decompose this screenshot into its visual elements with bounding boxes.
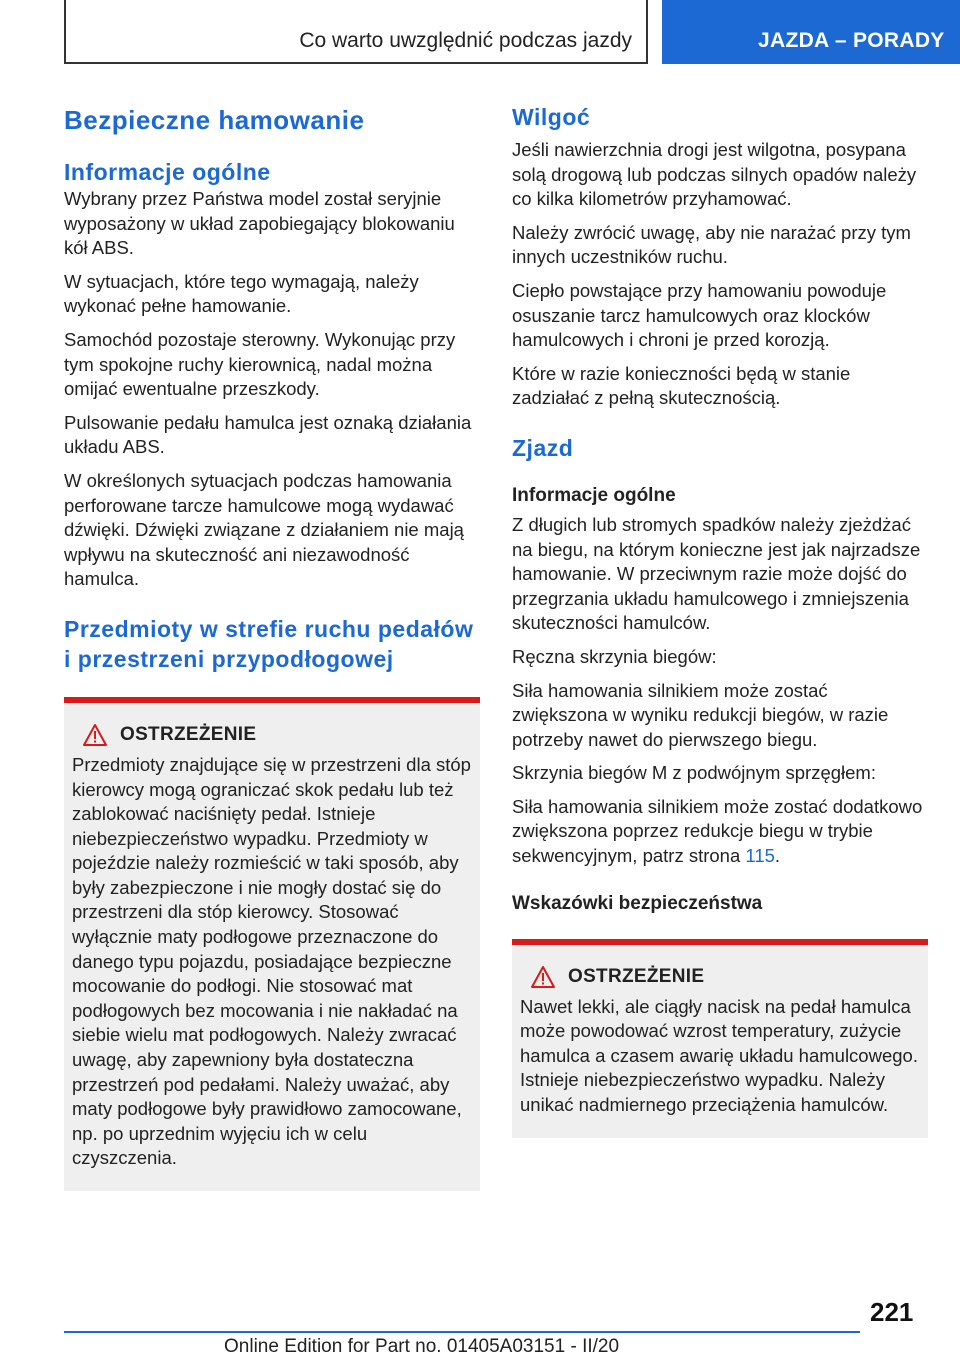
warning-box — [512, 939, 928, 1138]
right-paragraph: Które w razie konieczności będą w stanie zadziałać z pełną skutecznością. — [512, 362, 851, 409]
right-paragraph: Z długich lub stromych spadków należy zjeżdżać na biegu, na którym konieczne jest jak najrzadsze hamowanie. W przeciwnym razie może dojść do przegrzania układu hamulcowego i zmniejszenia skuteczności hamulców. — [512, 513, 921, 634]
right-paragraph: Ciepło powstające przy hamowaniu powoduje osuszanie tarcz hamulcowych oraz klocków hamulcowych i chroni je przed korozją. — [512, 279, 887, 351]
page-link-115[interactable]: 115 — [745, 845, 775, 867]
left-paragraph: Pulsowanie pedału hamulca jest oznaką działania układu ABS. — [64, 411, 472, 458]
right-column — [512, 100, 928, 1138]
left-paragraph: W sytuacjach, które tego wymagają, należy wykonać pełne hamowanie. — [64, 270, 419, 317]
warning-box — [64, 697, 480, 1191]
descent-subtitle: Informacje ogólne — [512, 484, 676, 506]
footer-divider — [64, 1331, 860, 1333]
dct-text: Siła hamowania silnikiem może zostać dodatkowo zwiększona poprzez redukcje biegu w trybie sekwencyjnym, patrz strona — [512, 795, 923, 867]
header-section-box — [64, 0, 648, 64]
warning-text: Przedmioty znajdujące się w przestrzeni dla stóp kierowcy mogą ograniczać skok pedału lub też zablokować naciśnięty pedał. Istnieje niebezpieczeństwo wypadku. Przedmioty w pojeździe należy rozmieścić w taki sposób, aby były zabezpieczone i nie mogły dostać się do przestrzeni dla stóp kierowcy. Stosować wyłącznie maty podłogowe przeznaczone do danego typu pojazdu, posiadające bezpieczne mocowanie do podłogi. Nie stosować mat podłogowych bez mocowania i nie nakładać na siebie wielu mat podłogowych. Należy zwracać uwagę, aby zapewniony była dostateczna przestrzeń pod pedałami. Należy uważać, aby maty podłogowe były prawidłowo zamocowane, np. po uprzednim wyjęciu ich w celu czyszczenia. — [72, 753, 471, 1169]
header-section-title: Co warto uwzględnić podczas jazdy — [299, 29, 632, 52]
warning-title: OSTRZEŻENIE — [120, 723, 257, 745]
footer-edition: Online Edition for Part no. 01405A03151 - II/20 — [224, 1336, 620, 1357]
safety-title: Wskazówki bezpieczeństwa — [512, 892, 763, 914]
pedal-area-title: Przedmioty w strefie ruchu pedałów i przestrzeni przypodłogowej — [64, 615, 474, 672]
general-info-subtitle: Informacje ogólne — [64, 159, 271, 185]
braking-title: Bezpieczne hamowanie — [64, 105, 365, 135]
right-paragraph — [512, 795, 928, 869]
left-paragraph: Samochód pozostaje sterowny. Wykonując przy tym spokojne ruchy kierownicą, nadal można omijać ewentualne przeszkody. — [64, 328, 456, 400]
warning-triangle-icon — [530, 965, 556, 989]
descent-title: Zjazd — [512, 434, 574, 461]
warning-triangle-icon — [82, 723, 108, 747]
warning-text: Nawet lekki, ale ciągły nacisk na pedał hamulca może powodować wzrost temperatury, zużycie hamulca a czasem awarię układu hamulcowego. Istnieje niebezpieczeństwo wypadku. Należy unikać nadmiernego przeciążenia hamulców. — [520, 995, 918, 1116]
right-paragraph: Należy zwrócić uwagę, aby nie narażać przy tym innych uczestników ruchu. — [512, 221, 911, 268]
wet-title: Wilgoć — [512, 104, 591, 130]
page-number: 221 — [870, 1297, 914, 1327]
right-paragraph: Skrzynia biegów M z podwójnym sprzęgłem: — [512, 762, 876, 784]
right-paragraph: Ręczna skrzynia biegów: — [512, 645, 717, 667]
left-paragraph: W określonych sytuacjach podczas hamowania perforowane tarcze hamulcowe mogą wydawać dźwięki. Dźwięki związane z działaniem nie mają wpływu na skuteczność ani niezawodność hamulca. — [64, 469, 464, 590]
dct-end: . — [774, 845, 781, 867]
header-chapter-tab — [662, 0, 960, 64]
right-paragraph: Siła hamowania silnikiem może zostać zwiększona w wyniku redukcji biegów, w razie potrzeby nawet do pierwszego biegu. — [512, 679, 889, 750]
header-chapter-title: JAZDA – PORADY — [758, 29, 945, 52]
left-paragraph: Wybrany przez Państwa model został seryjnie wyposażony w układ zapobiegający blokowaniu kół ABS. — [64, 188, 455, 259]
warning-title: OSTRZEŻENIE — [568, 965, 705, 987]
right-paragraph: Jeśli nawierzchnia drogi jest wilgotna, posypana solą drogową lub podczas silnych opadów należy co kilka kilometrów przyhamować. — [512, 139, 917, 210]
left-column — [64, 100, 480, 1191]
